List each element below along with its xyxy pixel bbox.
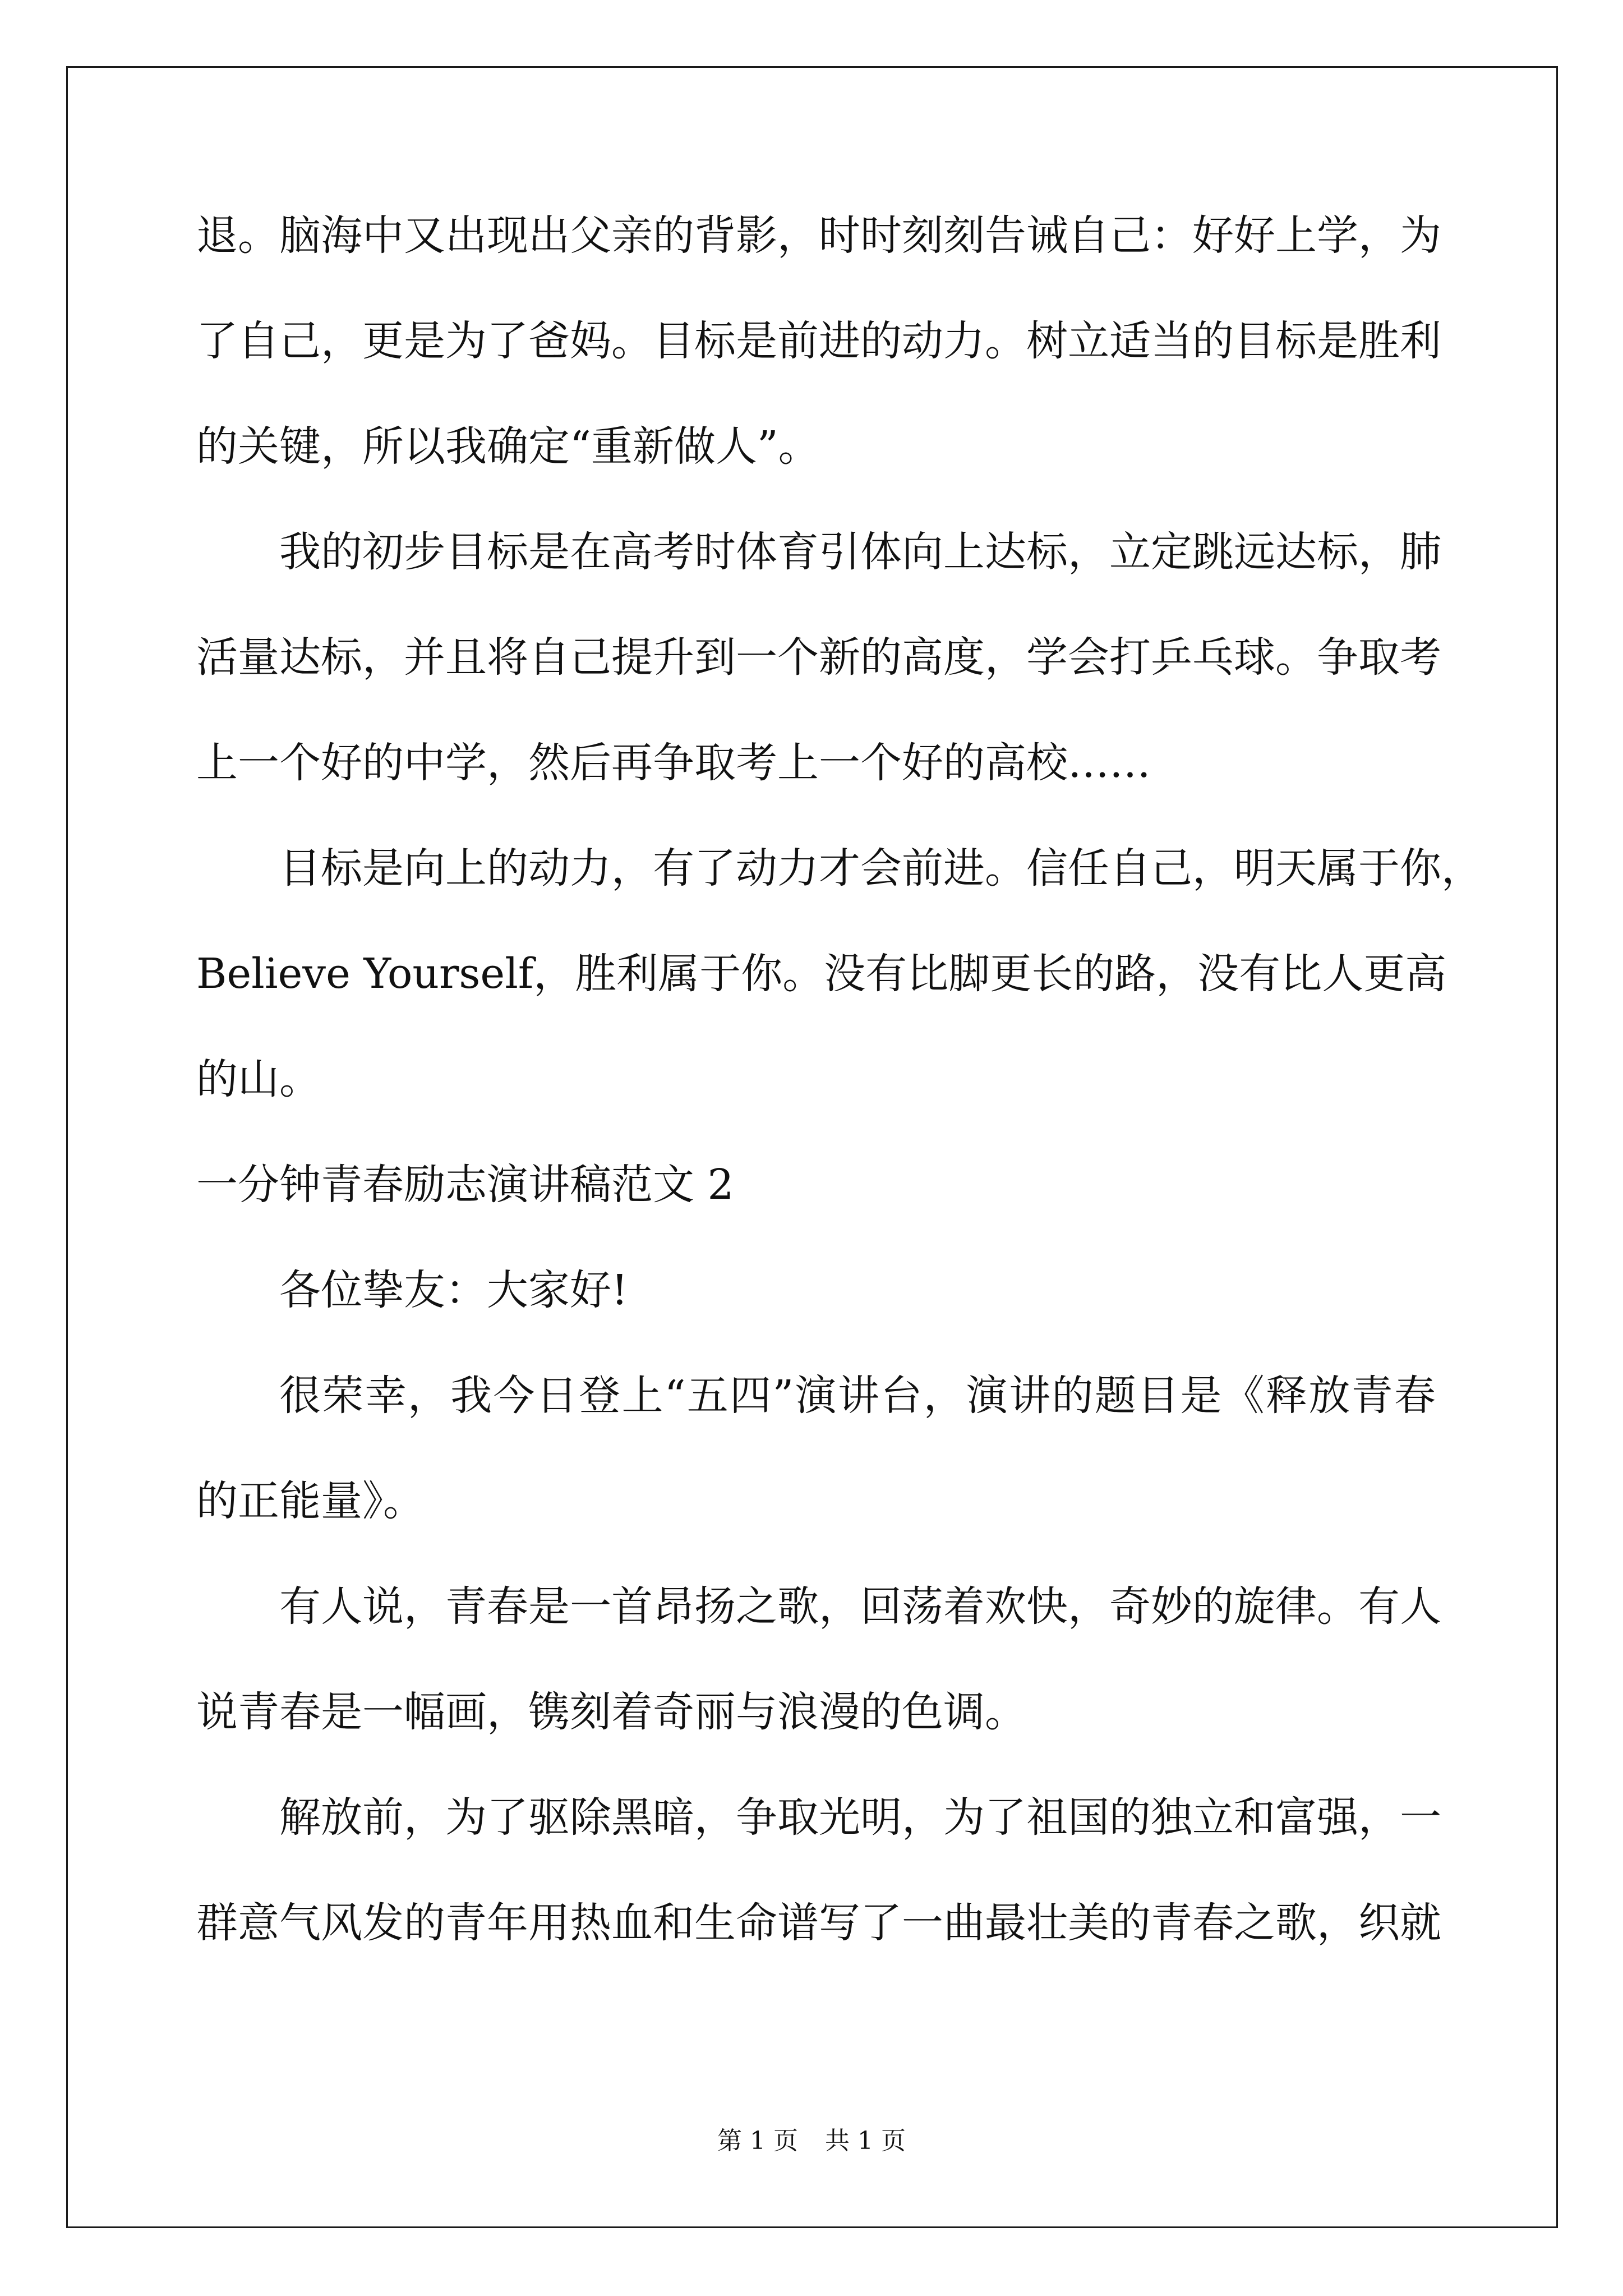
text-line: 了自己，更是为了爸妈。目标是前进的动力。树立适当的目标是胜利 [196, 317, 1441, 365]
text-line: 上一个好的中学，然后再争取考上一个好的高校…… [196, 739, 1151, 787]
greeting-line: 各位挚友：大家好! [279, 1266, 628, 1314]
page-total: 共 1 页 [825, 2127, 906, 2155]
text-line: 的山。 [196, 1055, 321, 1103]
paragraph-first-line: 目标是向上的动力，有了动力才会前进。信任自己，明天属于你， [279, 844, 1483, 892]
text-line: 退。脑海中又出现出父亲的背影，时时刻刻告诫自己：好好上学，为 [196, 211, 1441, 260]
paragraph-first-line: 有人说，青春是一首昂扬之歌，回荡着欢快，奇妙的旋律。有人 [279, 1582, 1441, 1631]
section-heading: 一分钟青春励志演讲稿范文 2 [196, 1161, 734, 1209]
text-line: 的关键，所以我确定“重新做人”。 [196, 422, 820, 471]
text-line: Believe Yourself，胜利属于你。没有比脚更长的路，没有比人更高 [196, 950, 1447, 998]
page-footer [0, 2120, 1623, 2156]
paragraph-first-line: 我的初步目标是在高考时体育引体向上达标，立定跳远达标，肺 [279, 528, 1441, 576]
paragraph-first-line: 解放前，为了驱除黑暗，争取光明，为了祖国的独立和富强，一 [279, 1793, 1441, 1842]
text-line: 的正能量》。 [196, 1477, 425, 1525]
text-line: 群意气风发的青年用热血和生命谱写了一曲最壮美的青春之歌，织就 [196, 1899, 1441, 1947]
text-line: 说青春是一幅画，镌刻着奇丽与浪漫的色调。 [196, 1688, 1026, 1736]
paragraph-first-line: 很荣幸，我今日登上“五四”演讲台，演讲的题目是《释放青春 [279, 1372, 1436, 1420]
text-line: 活量达标，并且将自己提升到一个新的高度，学会打乒乓球。争取考 [196, 633, 1441, 682]
page-number: 第 1 页 [717, 2127, 798, 2155]
